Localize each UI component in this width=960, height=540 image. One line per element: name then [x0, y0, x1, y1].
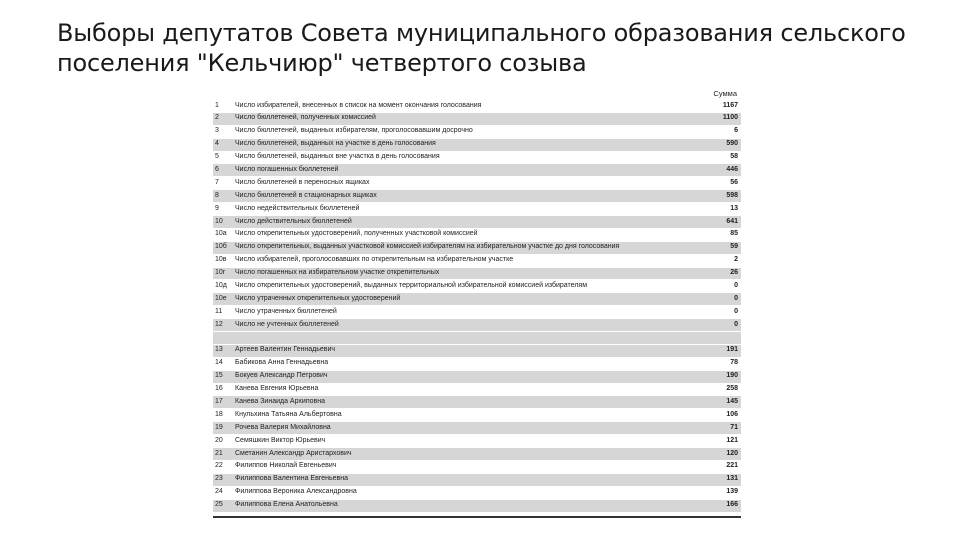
table-row: [213, 190, 741, 203]
row-value: 56: [730, 178, 738, 186]
row-value: 139: [726, 488, 738, 496]
table-row: [213, 293, 741, 306]
table-row: [213, 358, 741, 371]
table-row: [213, 435, 741, 448]
row-label: Число бюллетеней, выданных на участке в день голосования: [235, 140, 436, 148]
row-label: Число открепительных, выданных участковой комиссией избирателям на избирательном участке до дня голосования: [235, 243, 620, 251]
table-row: [213, 448, 741, 461]
results-table: [213, 88, 741, 518]
row-value: 131: [726, 475, 738, 483]
row-value: 6: [734, 127, 738, 135]
row-value: 106: [726, 410, 738, 418]
row-number: 2: [215, 114, 219, 122]
row-label: Число утраченных открепительных удостоверений: [235, 294, 401, 302]
row-number: 8: [215, 191, 219, 199]
row-label: Число открепительных удостоверений, выданных территориальной избирательной комиссией избирателям: [235, 281, 588, 289]
table-row: [213, 242, 741, 255]
table-row: [213, 461, 741, 474]
row-label: Филиппова Валентина Евгеньевна: [235, 475, 348, 483]
table-row: [213, 268, 741, 281]
row-number: 4: [215, 140, 219, 148]
table-row: [213, 100, 741, 113]
row-label: Число действительных бюллетеней: [235, 217, 352, 225]
row-value: 258: [726, 385, 738, 393]
row-value: 221: [726, 462, 738, 470]
row-number: 9: [215, 204, 219, 212]
row-number: 10б: [215, 243, 227, 251]
table-row: [213, 500, 741, 513]
row-value: 71: [730, 423, 738, 431]
table-header: [213, 88, 741, 100]
row-label: Число бюллетеней, выданных избирателям, проголосовавшим досрочно: [235, 127, 473, 135]
row-value: 120: [726, 449, 738, 457]
row-value: 26: [730, 269, 738, 277]
row-value: 0: [734, 320, 738, 328]
row-label: Число открепительных удостоверений, полученных участковой комиссией: [235, 230, 478, 238]
table-row: [213, 139, 741, 152]
row-number: 10г: [215, 269, 226, 277]
slide-title: Выборы депутатов Совета муниципального образования сельского поселения "Кельчиюр" четвертого созыва: [57, 19, 906, 77]
table-row: [213, 177, 741, 190]
row-label: Канева Евгения Юрьевна: [235, 385, 319, 393]
row-label: Кнульхина Татьяна Альбертовна: [235, 410, 342, 418]
row-number: 10а: [215, 230, 227, 238]
row-label: Бокуев Александр Петрович: [235, 372, 328, 380]
table-row: [213, 487, 741, 500]
row-value: 641: [726, 217, 738, 225]
row-label: Число не учтенных бюллетеней: [235, 320, 339, 328]
row-number: 3: [215, 127, 219, 135]
row-label: Сметанин Александр Аристархович: [235, 449, 352, 457]
row-value: 446: [726, 165, 738, 173]
row-value: 13: [730, 204, 738, 212]
row-label: Число недействительных бюллетеней: [235, 204, 360, 212]
row-label: Канева Зинаида Архиповна: [235, 397, 325, 405]
row-value: 191: [726, 346, 738, 354]
table-row: [213, 371, 741, 384]
table-row: [213, 229, 741, 242]
row-label: Рочева Валерия Михайловна: [235, 423, 331, 431]
row-number: 10е: [215, 294, 227, 302]
row-label: Число избирателей, проголосовавших по открепительным на избирательном участке: [235, 256, 514, 264]
table-row: [213, 216, 741, 229]
table-row: [213, 203, 741, 216]
row-number: 10в: [215, 256, 227, 264]
row-number: 14: [215, 359, 223, 367]
row-number: 23: [215, 475, 223, 483]
row-value: 166: [726, 501, 738, 509]
table-row: [213, 422, 741, 435]
row-value: 1100: [722, 114, 738, 122]
row-number: 10: [215, 217, 223, 225]
table-row: [213, 384, 741, 397]
row-number: 17: [215, 397, 223, 405]
table-row: [213, 280, 741, 293]
table-row: [213, 345, 741, 358]
row-number: 20: [215, 436, 223, 444]
row-number: 7: [215, 178, 219, 186]
row-number: 16: [215, 385, 223, 393]
row-number: 6: [215, 165, 219, 173]
table-row: [213, 255, 741, 268]
row-number: 24: [215, 488, 223, 496]
row-value: 598: [726, 191, 738, 199]
row-number: 21: [215, 449, 223, 457]
table-row: [213, 126, 741, 139]
row-value: 1167: [722, 101, 738, 109]
table-row: [213, 409, 741, 422]
row-number: 18: [215, 410, 223, 418]
row-number: 5: [215, 153, 219, 161]
table-row: [213, 319, 741, 332]
row-value: 0: [734, 281, 738, 289]
row-value: 59: [730, 243, 738, 251]
row-label: Филиппов Николай Евгеньевич: [235, 462, 337, 470]
row-value: 0: [734, 294, 738, 302]
row-label: Число бюллетеней, полученных комиссией: [235, 114, 376, 122]
row-number: 12: [215, 320, 223, 328]
row-value: 58: [730, 153, 738, 161]
row-label: Число утраченных бюллетеней: [235, 307, 337, 315]
row-number: 15: [215, 372, 223, 380]
row-value: 190: [726, 372, 738, 380]
table-row: [213, 113, 741, 126]
table-bottom-rule: [213, 516, 741, 518]
row-value: 78: [730, 359, 738, 367]
table-row: [213, 396, 741, 409]
row-number: 19: [215, 423, 223, 431]
sum-column-header: Сумма: [713, 89, 737, 98]
table-row: [213, 164, 741, 177]
row-number: 13: [215, 346, 223, 354]
table-row: [213, 152, 741, 165]
row-label: Артеев Валентин Геннадьевич: [235, 346, 336, 354]
row-label: Филиппова Вероника Александровна: [235, 488, 357, 496]
row-value: 145: [726, 397, 738, 405]
table-body: [213, 100, 741, 513]
row-value: 85: [730, 230, 738, 238]
table-row: [213, 306, 741, 319]
row-label: Число избирателей, внесенных в список на момент окончания голосования: [235, 101, 482, 109]
row-value: 121: [726, 436, 738, 444]
table-row: [213, 474, 741, 487]
row-number: 1: [215, 101, 219, 109]
table-row: [213, 332, 741, 345]
row-value: 2: [734, 256, 738, 264]
row-label: Число бюллетеней в переносных ящиках: [235, 178, 370, 186]
row-label: Число бюллетеней в стационарных ящиках: [235, 191, 377, 199]
row-number: 11: [215, 307, 223, 315]
row-label: Число погашенных на избирательном участке открепительных: [235, 269, 440, 277]
row-label: Семяшкин Виктор Юрьевич: [235, 436, 326, 444]
row-value: 0: [734, 307, 738, 315]
row-value: 590: [726, 140, 738, 148]
row-number: 22: [215, 462, 223, 470]
row-label: Филиппова Елена Анатольевна: [235, 501, 338, 509]
row-label: Бабикова Анна Геннадьевна: [235, 359, 329, 367]
row-number: 25: [215, 501, 223, 509]
row-number: 10д: [215, 281, 227, 289]
row-label: Число погашенных бюллетеней: [235, 165, 339, 173]
row-label: Число бюллетеней, выданных вне участка в день голосования: [235, 153, 440, 161]
